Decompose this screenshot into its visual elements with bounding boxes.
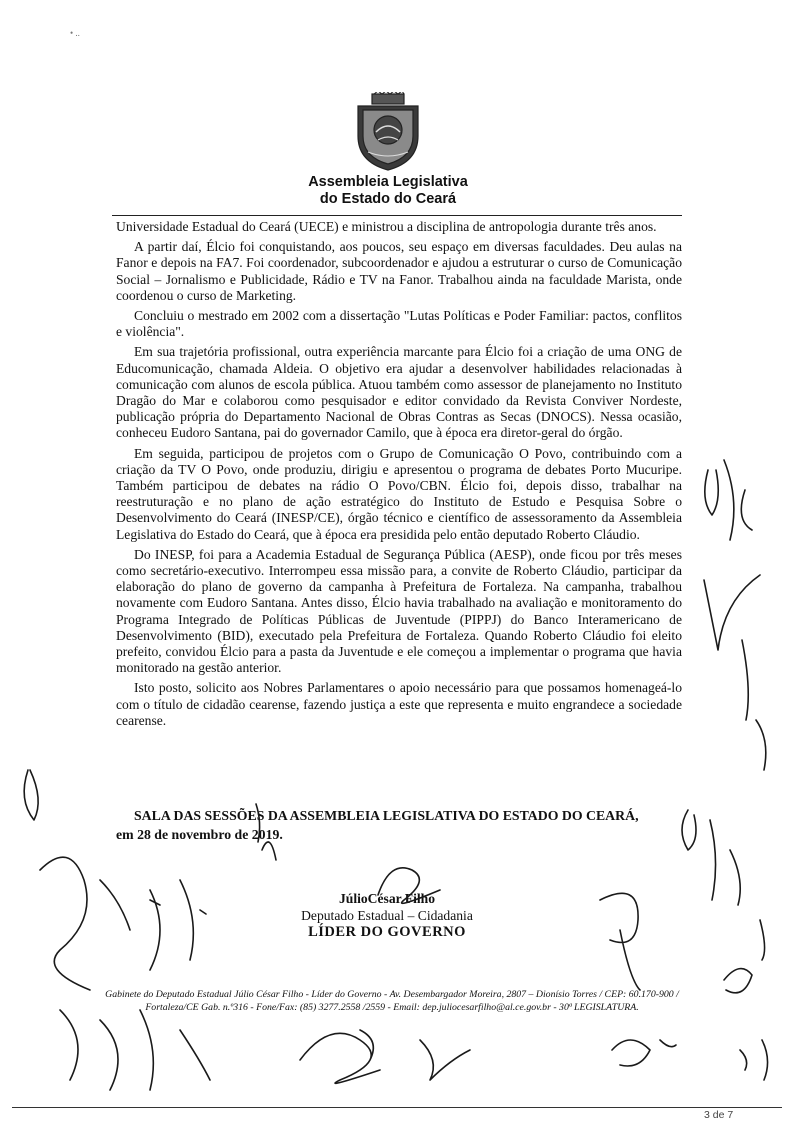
body-paragraph: Universidade Estadual do Ceará (UECE) e ministrou a disciplina de antropologia durante três anos. (116, 219, 657, 234)
institution-name-line1: Assembleia Legislativa (308, 174, 468, 190)
signature-block (282, 890, 492, 941)
margin-rubric (742, 640, 766, 770)
page-number: 3 de 7 (704, 1109, 734, 1121)
margin-rubric (682, 810, 740, 905)
state-coat-of-arms-icon (352, 92, 424, 172)
body-paragraph: Do INESP, foi para a Academia Estadual de Segurança Pública (AESP), onde ficou por três meses como secretário-executivo. Interrompeu essa missão para, a convite de Roberto Cláudio, participar da elaboração do plano de governo da campanha à Prefeitura de Fortaleza. Na campanha, trabalhou novamente com Eudoro Santana. Antes disso, Élcio havia trabalhado na avaliação e monitoramento do Programa Integrado de Políticas Públicas de Juventude (PIPPJ) do Banco Interamericano de Desenvolvimento (BID), executado pela Prefeitura de Fortaleza. Quando Roberto Cláudio foi eleito prefeito, convidou Élcio para a pasta da Juventude e ele começou a implementar o programa que havia monitorado na gestão anterior. (116, 546, 682, 676)
header-divider (112, 215, 682, 216)
signature-scribble (420, 1040, 470, 1080)
margin-rubric (600, 893, 640, 990)
footer-divider (12, 1107, 782, 1108)
margin-rubric (704, 575, 760, 650)
margin-rubric (740, 1040, 768, 1080)
signature-scribble (60, 1010, 210, 1090)
signature-scribble (612, 1040, 676, 1066)
closing-line1: SALA DAS SESSÕES DA ASSEMBLEIA LEGISLATIVA DO ESTADO DO CEARÁ, (134, 808, 639, 823)
closing-statement (116, 806, 682, 844)
margin-rubric (705, 460, 752, 540)
signatory-name: JúlioCésar Filho (338, 891, 436, 906)
signature-scribble (150, 900, 206, 914)
institution-name-line2: do Estado do Ceará (319, 191, 457, 207)
footer-address (102, 988, 682, 1014)
document-body (116, 219, 682, 733)
signatory-title: LÍDER DO GOVERNO (308, 924, 466, 940)
closing-date: em 28 de novembro de 2019. (116, 827, 283, 842)
scan-mark: • .. (70, 28, 80, 38)
signature-scribble (300, 1030, 380, 1083)
margin-rubric (24, 770, 38, 820)
body-paragraph: Concluiu o mestrado em 2002 com a dissertação "Lutas Políticas e Poder Familiar: pactos, conflitos e violência". (116, 308, 682, 340)
signature-scribble (40, 857, 193, 990)
body-paragraph: Em sua trajetória profissional, outra experiência marcante para Élcio foi a criação de uma ONG de Educomunicação, chamada Aldeia. O objetivo era ajudar a desenvolver habilidades relacionadas à comunicação com alunos de escola pública. Atuou também como assessor de planejamento no Instituto Dragão do Mar e colaborou como pesquisador e editor convidado da Revista Conviver Nordeste, publicação própria do Departamento Nacional de Obras Contras as Secas (DNOCS). Nessa ocasião, conheceu Eudoro Santana, pai do governador Camilo, que à época era diretor-geral do órgão. (116, 344, 682, 441)
body-paragraph: Isto posto, solicito aos Nobres Parlamentares o apoio necessário para que possamos homenageá-lo com o título de cidadão cearense, fazendo justiça a este que representa e muito engrandece a sociedade cearense. (116, 680, 682, 728)
margin-rubric (724, 920, 765, 993)
footer-line2: Fortaleza/CE Gab. n.º316 - Fone/Fax: (85) 3277.2558 /2559 - Email: dep.juliocesarfilho@al.ce.gov.br - 30ª LEGISLATURA. (145, 1002, 639, 1013)
signatory-role: Deputado Estadual – Cidadania (301, 908, 473, 923)
body-paragraph: A partir daí, Élcio foi conquistando, aos poucos, seu espaço em diversas faculdades. Deu aulas na Fanor e depois na FA7. Foi coordenador, subcoordenador e ajudou a estruturar o curso de Comunicação Social – Jornalismo e Publicidade, Rádio e TV na Fanor. Trabalhou ainda na faculdade Marista, onde coordenou o curso de Marketing. (116, 239, 682, 303)
body-paragraph: Em seguida, participou de projetos com o Grupo de Comunicação O Povo, contribuindo com a criação da TV O Povo, onde produziu, dirigiu e apresentou o programa de debates Porto Mucuripe. Também participou de debates na rádio O Povo/CBN. Élcio foi, depois disso, trabalhar na reestruturação e no plano de ação estratégico do Instituto de Estudo e Pesquisa Sobre o Desenvolvimento do Ceará (INESP/CE), órgão técnico e científico de assessoramento da Assembleia Legislativa do Estado do Ceará, que à época era presidida pelo então deputado Roberto Cláudio. (116, 445, 682, 542)
footer-line1: Gabinete do Deputado Estadual Júlio César Filho - Líder do Governo - Av. Desembargador Moreira, 2807 – Dionísio Torres / CEP: 60.170-900 / (105, 989, 679, 1000)
